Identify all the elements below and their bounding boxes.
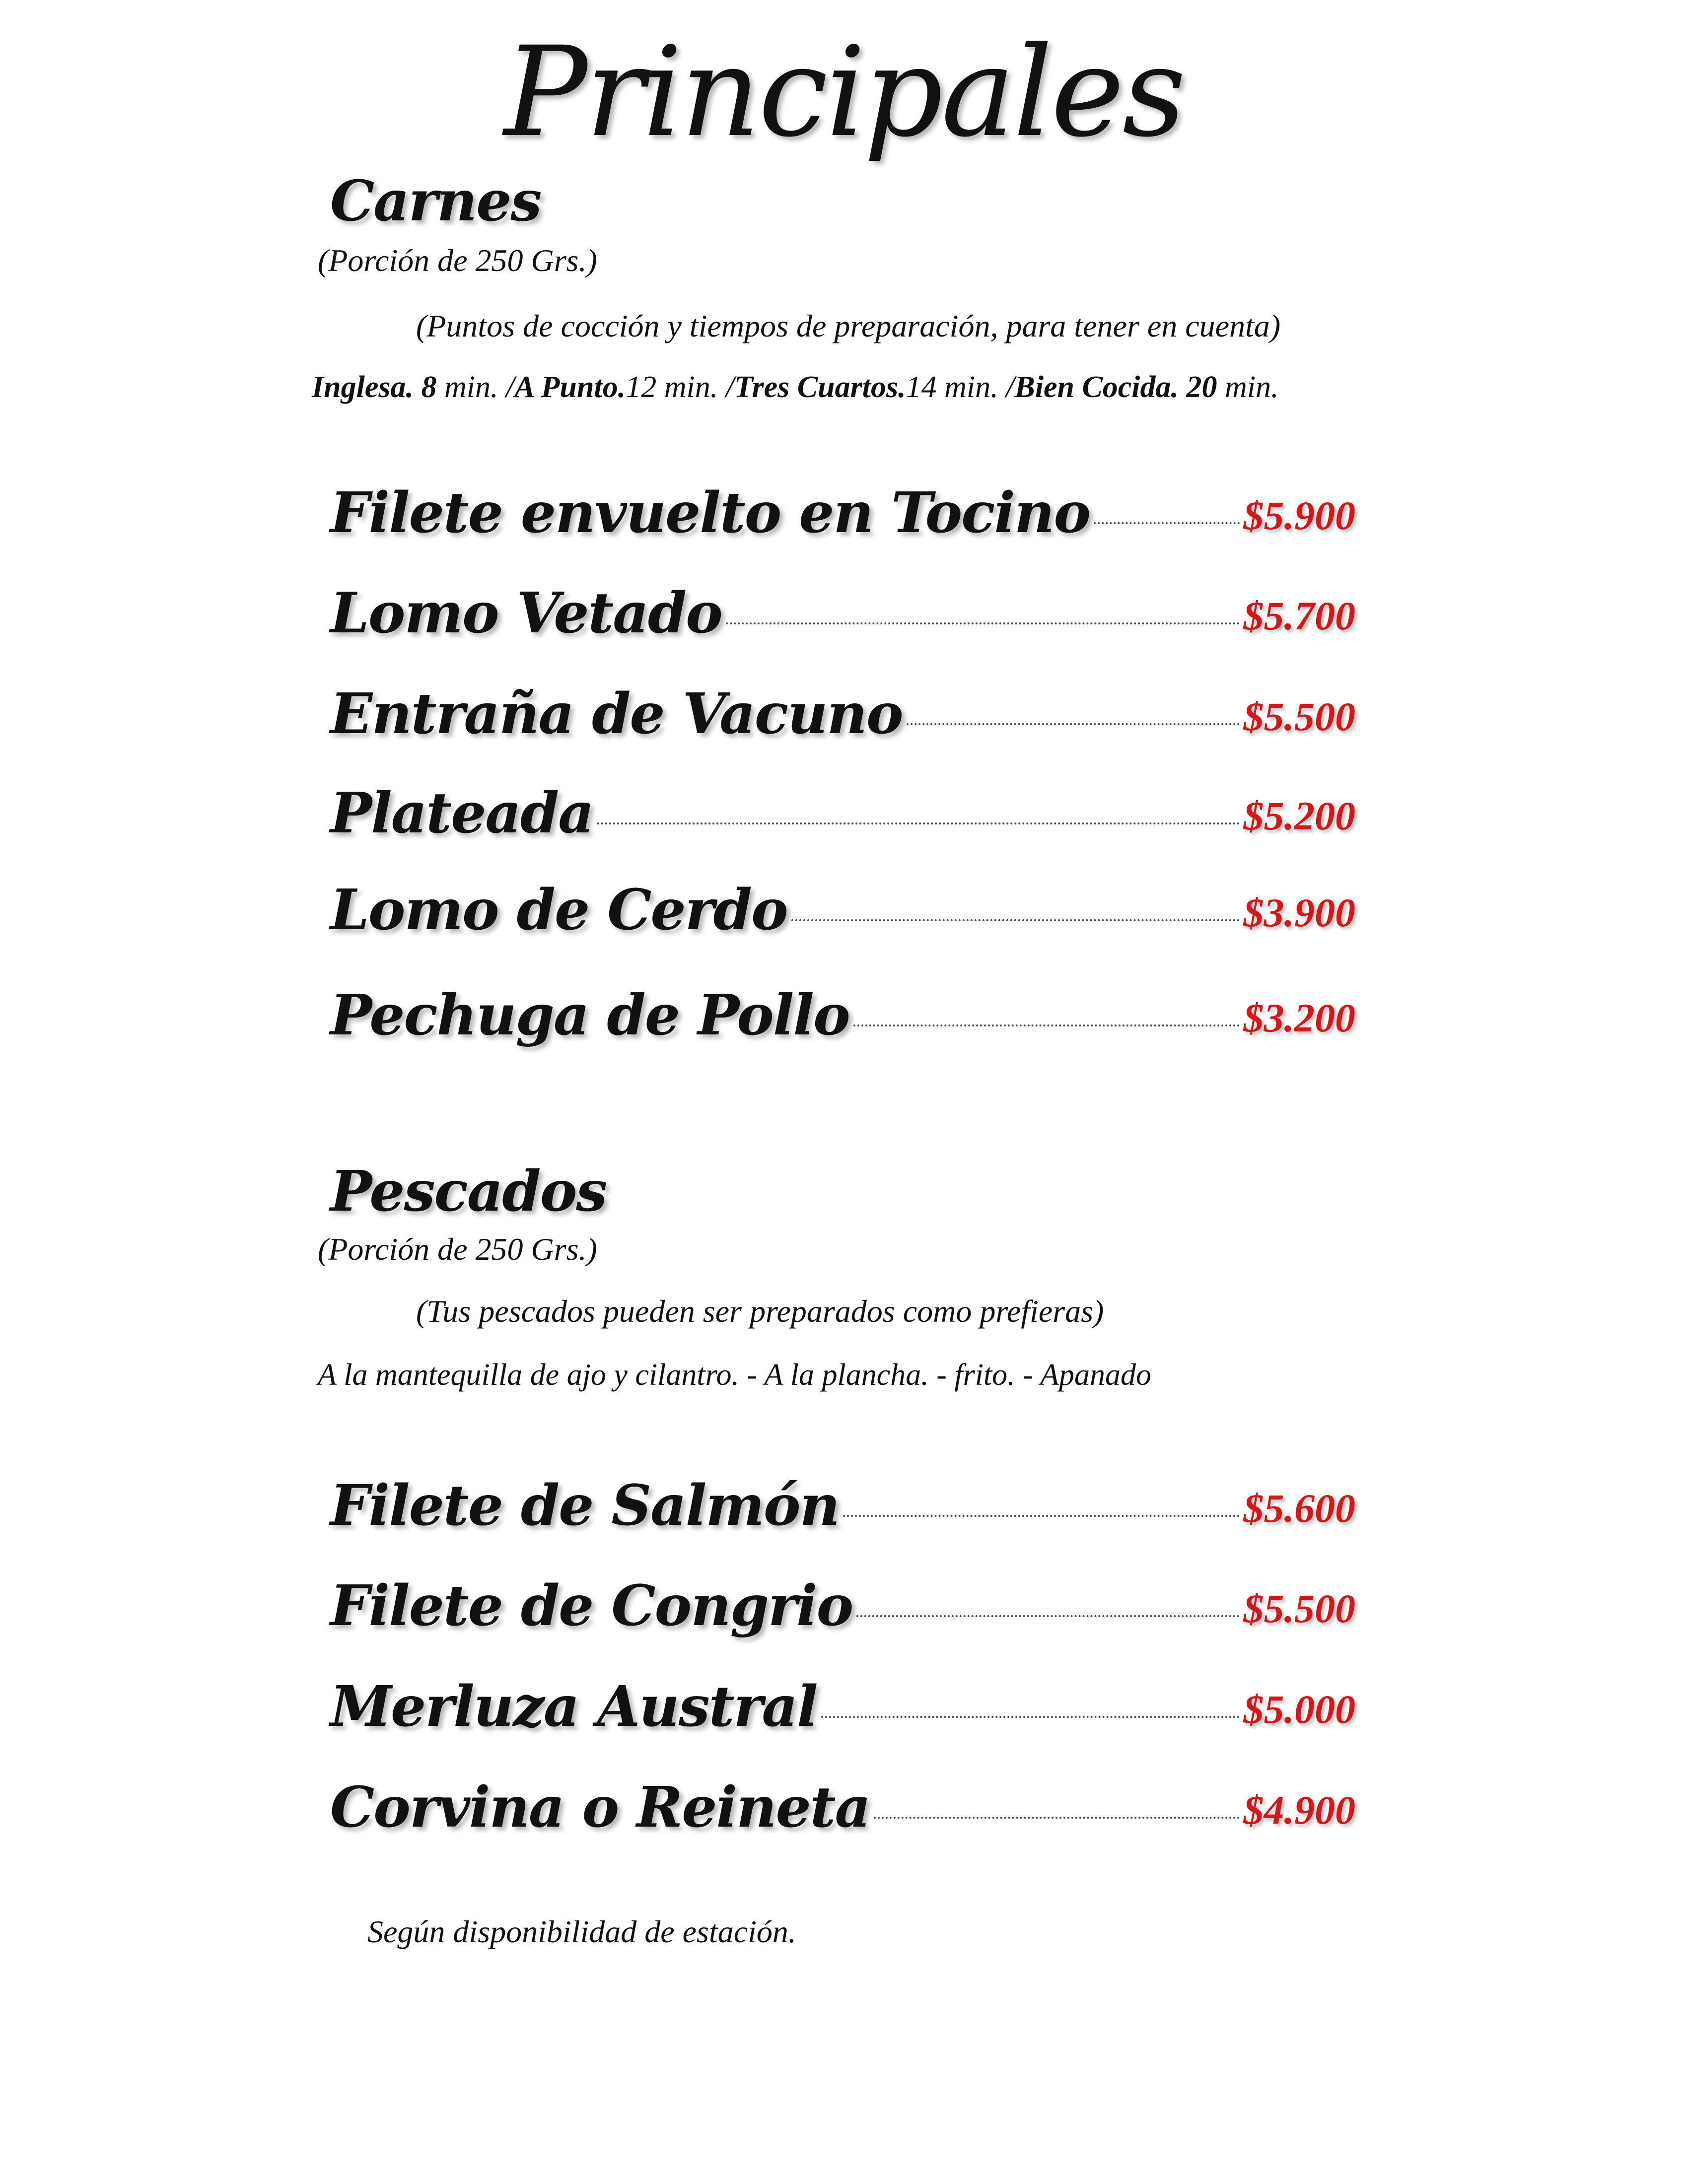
dotted-leader — [853, 1024, 1240, 1026]
menu-item-name: Corvina o Reineta — [330, 1775, 870, 1840]
dotted-leader — [856, 1615, 1239, 1617]
availability-note: Según disponibilidad de estación. — [367, 1914, 796, 1949]
cooking-times — [312, 370, 1279, 405]
dotted-leader — [1094, 522, 1239, 524]
dotted-leader — [843, 1515, 1239, 1517]
cooking-point-unit: min. — [1225, 370, 1279, 404]
menu-item-price: $3.900 — [1243, 890, 1355, 935]
menu-item-row — [330, 1560, 1355, 1638]
menu-item-row — [330, 1660, 1355, 1739]
cooking-point-unit: min. / — [944, 370, 1015, 404]
menu-item-name: Filete envuelto en Tocino — [330, 480, 1090, 546]
menu-item-row — [330, 864, 1355, 943]
preparation-styles: A la mantequilla de ajo y cilantro. - A la plancha. - frito. - Apanado — [318, 1358, 1152, 1392]
menu-item-price: $4.900 — [1243, 1787, 1355, 1833]
menu-item-price: $5.500 — [1243, 694, 1355, 739]
menu-item-price: $5.600 — [1243, 1486, 1355, 1531]
menu-item-row — [330, 668, 1355, 747]
menu-item-price: $3.200 — [1243, 995, 1355, 1040]
cooking-point-time: 12 — [626, 370, 657, 404]
cooking-point-time: 14 — [906, 370, 937, 404]
cooking-point-time: 20 — [1186, 370, 1217, 404]
page-title: Principales — [504, 20, 1184, 164]
cooking-point-name: Tres Cuartos. — [734, 370, 906, 404]
portion-note-pescados: (Porción de 250 Grs.) — [318, 1231, 597, 1267]
menu-item-price: $5.900 — [1243, 493, 1355, 538]
cooking-point-time: 8 — [421, 370, 437, 404]
menu-item-name: Lomo Vetado — [330, 581, 722, 646]
preparation-note: (Tus pescados pueden ser preparados como prefieras) — [416, 1294, 1104, 1329]
menu-item-name: Lomo de Cerdo — [330, 878, 787, 943]
cooking-point-unit: min. / — [664, 370, 734, 404]
menu-item-name: Filete de Salmón — [330, 1473, 840, 1538]
menu-item-row — [330, 567, 1355, 646]
dotted-leader — [791, 919, 1240, 921]
menu-item-row — [330, 969, 1355, 1048]
menu-item-price: $5.200 — [1243, 793, 1355, 838]
dotted-leader — [874, 1817, 1239, 1819]
menu-item-price: $5.500 — [1243, 1586, 1355, 1631]
section-heading-pescados: Pescados — [330, 1159, 607, 1224]
menu-item-row — [330, 1459, 1355, 1538]
menu-item-name: Pechuga de Pollo — [330, 983, 849, 1048]
menu-item-price: $5.000 — [1243, 1687, 1355, 1732]
cooking-point-name: A Punto. — [514, 370, 626, 404]
section-heading-carnes: Carnes — [330, 169, 541, 234]
menu-item-price: $5.700 — [1243, 593, 1355, 638]
dotted-leader — [821, 1716, 1240, 1718]
cooking-point-name: Inglesa. — [312, 370, 414, 404]
portion-note-carnes: (Porción de 250 Grs.) — [318, 243, 597, 278]
cooking-point-name: Bien Cocida. — [1014, 370, 1179, 404]
menu-item-name: Filete de Congrio — [330, 1573, 853, 1638]
menu-item-name: Merluza Austral — [330, 1674, 817, 1739]
cooking-point-unit: min. / — [444, 370, 515, 404]
menu-item-name: Entraña de Vacuno — [330, 682, 903, 747]
menu-item-name: Plateada — [330, 781, 593, 846]
menu-item-row — [330, 467, 1355, 546]
cooking-note: (Puntos de cocción y tiempos de preparación, para tener en cuenta) — [416, 308, 1281, 343]
menu-item-row — [330, 767, 1355, 846]
menu-item-row — [330, 1761, 1355, 1840]
dotted-leader — [597, 822, 1240, 824]
dotted-leader — [907, 723, 1240, 725]
dotted-leader — [726, 622, 1240, 624]
